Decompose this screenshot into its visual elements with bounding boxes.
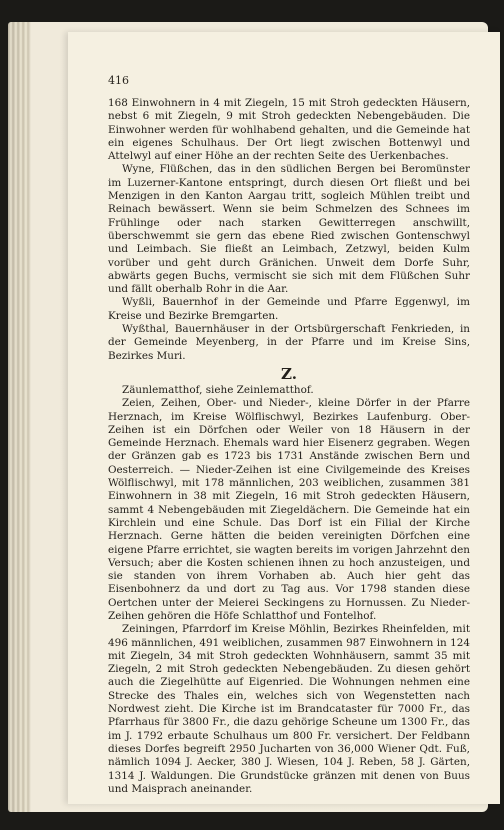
paragraph-continued: 168 Einwohnern in 4 mit Ziegeln, 15 mit Stroh gedeckten Häusern, nebst 6 mit Ziegeln, 9 mit Stroh gedeckten Nebengebäuden. Die Einwohner werden für wohlhabend gehalten, und die Gemeinde hat ein eigenes Schulhaus. Der Ort liegt zwischen Bottenwyl und Attelwyl auf einer Höhe an der rechten Seite des Uerkenbaches. (108, 97, 470, 163)
entry-wyssli: Wyßli, Bauernhof in der Gemeinde und Pfarre Eggenwyl, im Kreise und Bezirke Bremgarten. (108, 296, 470, 322)
page-body-text (108, 97, 470, 796)
section-heading: Z. (281, 364, 297, 383)
entry-zaeunlematthof: Zäunlematthof, siehe Zeinlematthof. (122, 383, 314, 396)
entry-zeihen: Zeien, Zeihen, Ober- und Nieder-, kleine Dörfer in der Pfarre Herznach, im Kreise Wölflischwyl, Bezirkes Laufenburg. Ober-Zeihen ist ein Dörfchen oder Weiler von 18 Häusern in der Gemeinde Herznach. Ehemals ward hier Eisenerz gegraben. Wegen der Gränzen gab es 1723 bis 1731 Anstände zwischen Bern und Oesterreich. — Nieder-Zeihen ist eine Civilgemeinde des Kreises Wölflischwyl, mit 178 männlichen, 203 weiblichen, zusammen 381 Einwohnern in 38 mit Ziegeln, 16 mit Stroh gedeckten Häusern, sammt 4 Nebengebäuden mit Ziegeldächern. Die Gemeinde hat ein Kirchlein und eine Schule. Das Dorf ist ein Filial der Kirche Herznach. Gerne hätten die beiden vereinigten Dörfchen eine eigene Pfarre errichtet, sie wagten bereits im vorigen Jahrzehnt den Versuch; aber die Kosten schienen ihnen zu hoch anzusteigen, und sie standen von ihrem Vorhaben ab. Auch hier geht das Eisenbohnerz da und dort zu Tag aus. Vor 1798 standen diese Oertchen unter der Meierei Seckingens zu Hornussen. Zu Nieder-Zeihen gehören die Höfe Schlatthof und Fontelhof. (108, 397, 470, 622)
entry-zeiningen: Zeiningen, Pfarrdorf im Kreise Möhlin, Bezirkes Rheinfelden, mit 496 männlichen, 491 weiblichen, zusammen 987 Einwohnern in 124 mit Ziegeln, 34 mit Stroh gedeckten Wohnhäusern, sammt 35 mit Ziegeln, 2 mit Stroh gedeckten Nebengebäuden. Zu diesen gehört auch die Ziegelhütte auf Eigenried. Die Wohnungen nehmen eine Strecke des Thales ein, welches sich von Wegenstetten nach Nordwest zieht. Die Kirche ist im Brandcataster für 7000 Fr., das Pfarrhaus für 3800 Fr., die dazu gehörige Scheune um 1300 Fr., das im J. 1792 erbaute Schulhaus um 800 Fr. versichert. Der Feldbann dieses Dorfes begreift 2950 Jucharten von 36,000 Wiener Qdt. Fuß, nämlich 1094 J. Aecker, 380 J. Wiesen, 104 J. Reben, 58 J. Gärten, 1314 J. Waldungen. Die Grundstücke gränzen mit denen von Buus und Maisprach aneinander. (108, 623, 470, 795)
page-number: 416 (108, 74, 129, 87)
book-page (68, 32, 500, 804)
entry-wyssthal: Wyßthal, Bauernhäuser in der Ortsbürgerschaft Fenkrieden, in der Gemeinde Meyenberg, in der Pfarre und im Kreise Sins, Bezirkes Muri. (108, 323, 470, 362)
entry-wyne: Wyne, Flüßchen, das in den südlichen Bergen bei Beromünster im Luzerner-Kantone entspringt, durch diesen Ort fließt und bei Menzigen in den Kanton Aargau tritt, sogleich Mühlen treibt und Reinach bewässert. Wenn sie beim Schmelzen des Schnees im Frühlinge oder nach starken Gewitterregen anschwillt, überschwemmt sie gern das ebene Ried zwischen Gontenschwyl und Leimbach. Sie fließt an Leimbach, Zetzwyl, beiden Kulm vorüber und geht durch Gränichen. Unweit dem Dorfe Suhr, abwärts gegen Buchs, vermischt sie sich mit dem Flüßchen Suhr und fällt oberhalb Rohr in die Aar. (108, 163, 470, 296)
